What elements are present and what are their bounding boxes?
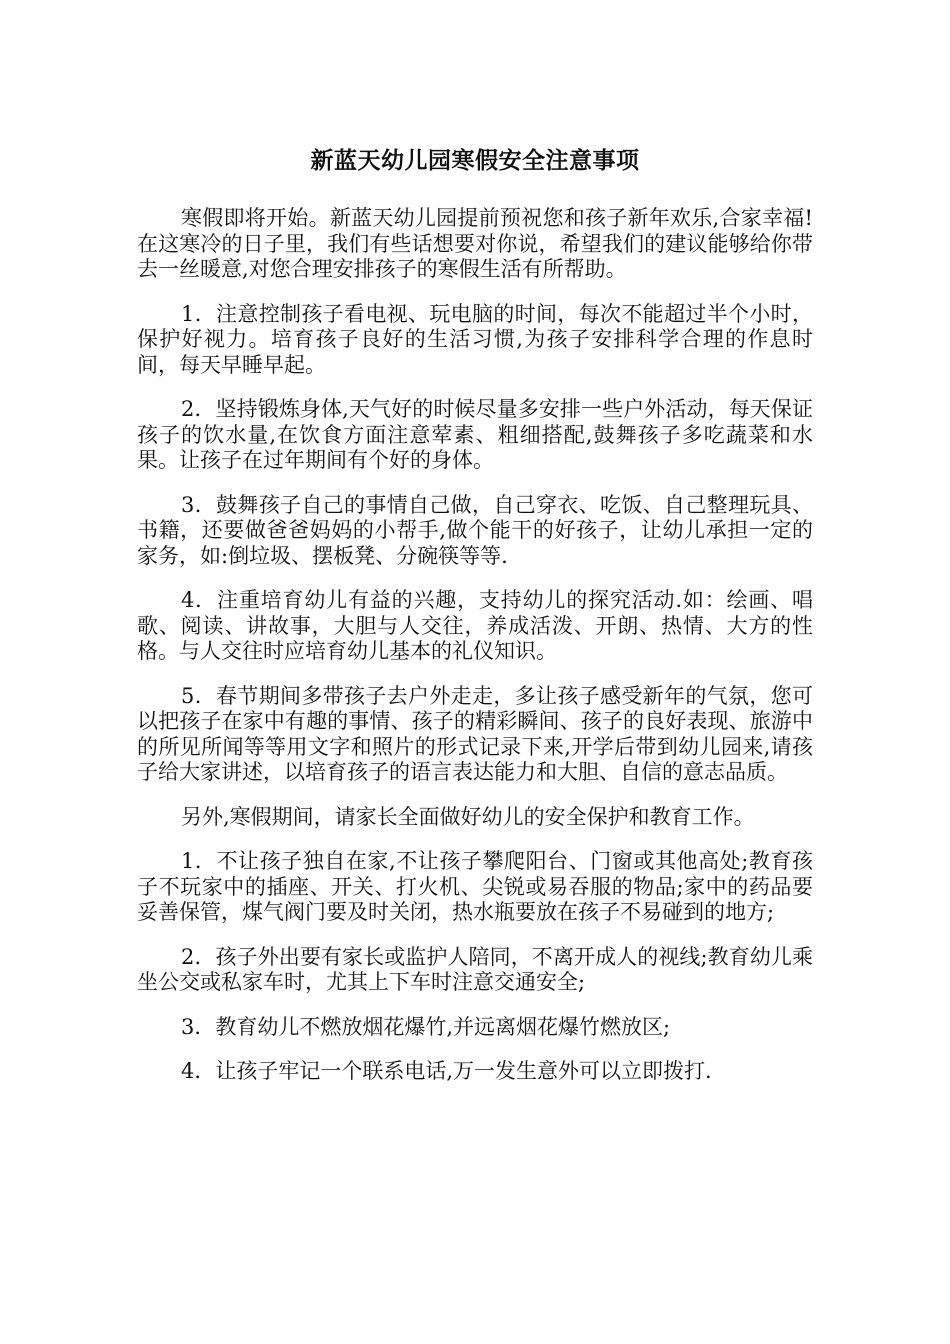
paragraph-item-5: 5．春节期间多带孩子去户外走走，多让孩子感受新年的气氛，您可以把孩子在家中有趣的事情、孩子的精彩瞬间、孩子的良好表现、旅游中的所见所闻等等用文字和照片的形式记录下来,开学后带到幼儿园来,请孩子给大家讲述，以培育孩子的语言表达能力和大胆、自信的意志品质。 bbox=[137, 683, 813, 784]
paragraph-safety-intro: 另外,寒假期间，请家长全面做好幼儿的安全保护和教育工作。 bbox=[181, 804, 755, 829]
document-body bbox=[137, 206, 813, 1104]
paragraph-safety-3: 3．教育幼儿不燃放烟花爆竹,并远离烟花爆竹燃放区; bbox=[181, 1014, 671, 1039]
paragraph-item-3: 3．鼓舞孩子自己的事情自己做，自己穿衣、吃饭、自己整理玩具、书籍，还要做爸爸妈妈的小帮手,做个能干的好孩子，让幼儿承担一定的家务，如:倒垃圾、摆板凳、分碗筷等等. bbox=[137, 492, 813, 568]
paragraph-item-1: 1．注意控制孩子看电视、玩电脑的时间，每次不能超过半个小时，保护好视力。培育孩子良好的生活习惯,为孩子安排科学合理的作息时间，每天早睡早起。 bbox=[137, 301, 813, 377]
paragraph-safety-1: 1．不让孩子独自在家,不让孩子攀爬阳台、门窗或其他高处;教育孩子不玩家中的插座、开关、打火机、尖锐或易吞服的物品;家中的药品要妥善保管，煤气阀门要及时关闭，热水瓶要放在孩子不易碰到的地方; bbox=[137, 849, 813, 924]
paragraph-safety-2: 2．孩子外出要有家长或监护人陪同，不离开成人的视线;教育幼儿乘坐公交或私家车时，尤其上下车时注意交通安全; bbox=[137, 944, 813, 994]
paragraph-item-4: 4．注重培育幼儿有益的兴趣，支持幼儿的探究活动.如：绘画、唱歌、阅读、讲故事，大胆与人交往，养成活泼、开朗、热情、大方的性格。与人交往时应培育幼儿基本的礼仪知识。 bbox=[137, 588, 813, 663]
paragraph-item-2: 2．坚持锻炼身体,天气好的时候尽量多安排一些户外活动，每天保证孩子的饮水量,在饮食方面注意荤素、粗细搭配,鼓舞孩子多吃蔬菜和水果。让孩子在过年期间有个好的身体。 bbox=[137, 397, 813, 472]
paragraph-safety-4: 4．让孩子牢记一个联系电话,万一发生意外可以立即拨打. bbox=[181, 1059, 712, 1083]
document-title: 新蓝天幼儿园寒假安全注意事项 bbox=[310, 147, 640, 174]
paragraph-intro: 寒假即将开始。新蓝天幼儿园提前预祝您和孩子新年欢乐,合家幸福!在这寒冷的日子里，我们有些话想要对你说，希望我们的建议能够给你带去一丝暖意,对您合理安排孩子的寒假生活有所帮助。 bbox=[137, 206, 813, 281]
